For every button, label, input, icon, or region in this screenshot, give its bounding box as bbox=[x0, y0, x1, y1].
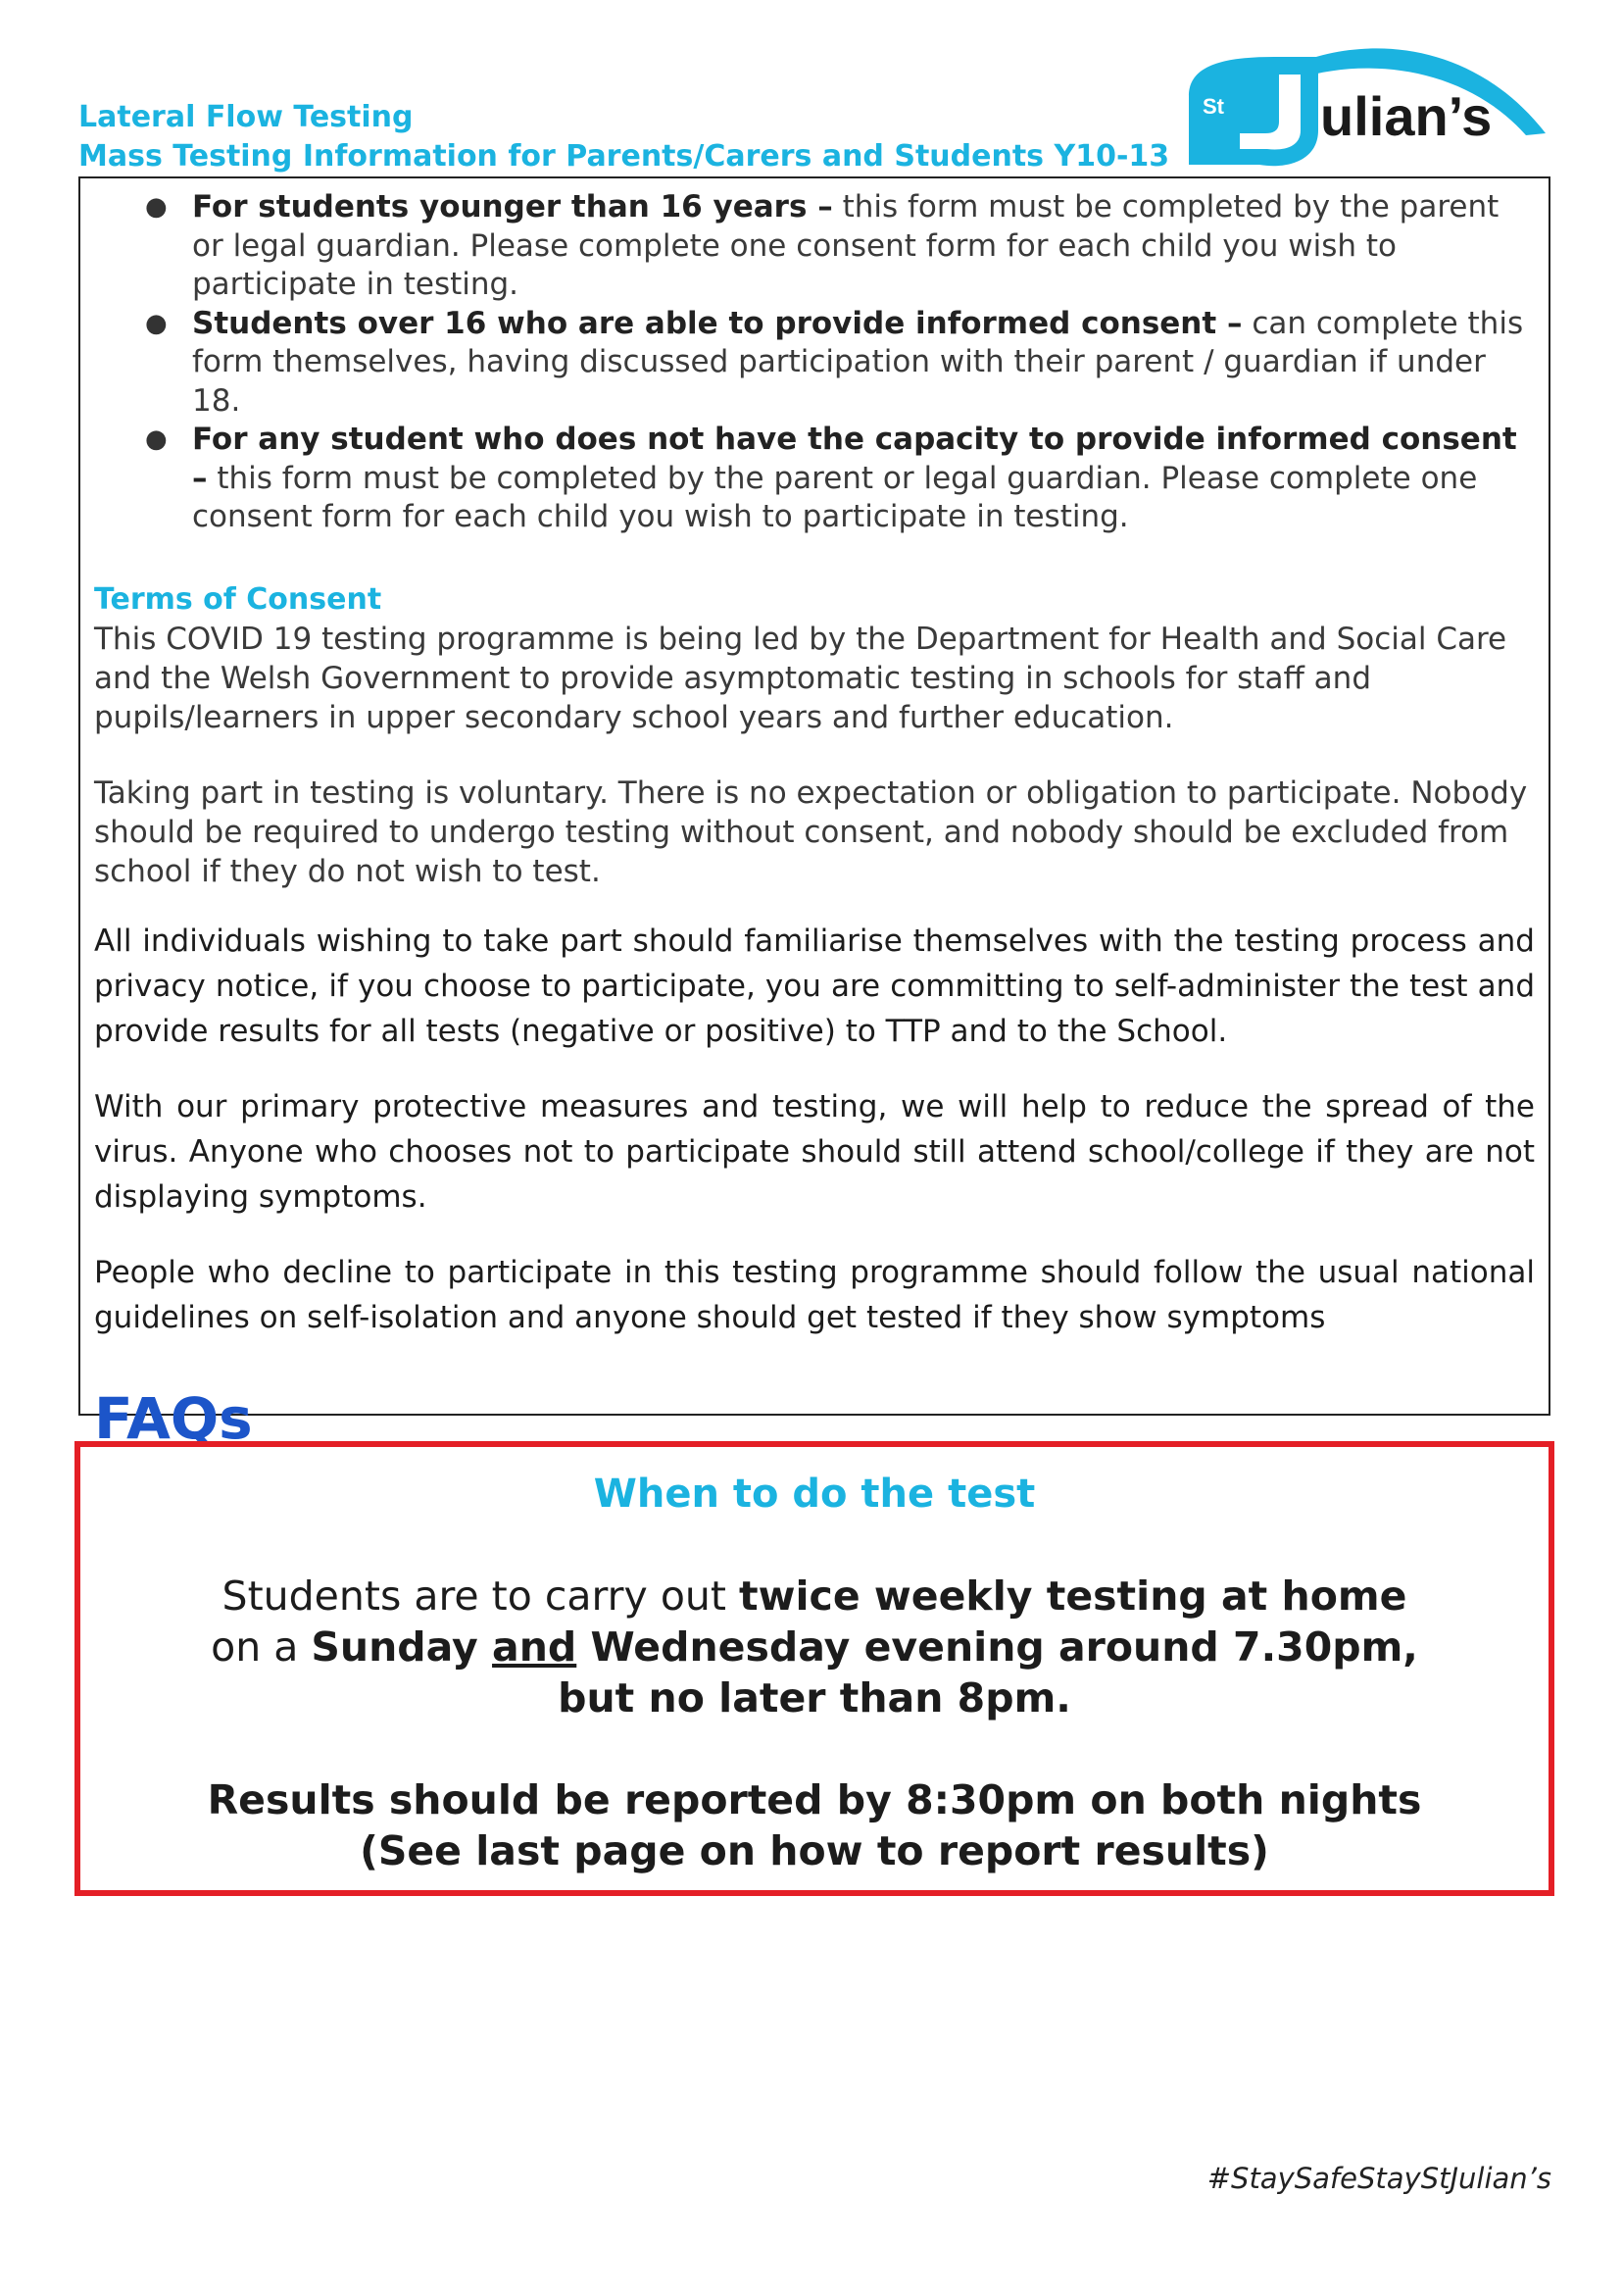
terms-paragraph: This COVID 19 testing programme is being led by the Department for Health and Social Care and the Welsh Government to provide asymptomatic testing in schools for staff and pupils/learners in upper secondary school years and further education. bbox=[94, 621, 1507, 735]
consent-info-box bbox=[78, 176, 1550, 1452]
list-item bbox=[94, 305, 1535, 422]
logo-name-text: ulian’s bbox=[1320, 85, 1493, 147]
list-item bbox=[94, 188, 1535, 305]
results-reporting bbox=[80, 1774, 1549, 1876]
when-to-test-box bbox=[74, 1441, 1554, 1896]
schedule-text: Students are to carry out bbox=[221, 1572, 740, 1620]
footer-hashtag: #StaySafeStayStJulian’s bbox=[1206, 2162, 1551, 2195]
bullet-text: this form must be completed by the parent or legal guardian. Please complete one consent form for each child you wish to participate in testing. bbox=[192, 189, 1500, 302]
terms-paragraph: With our primary protective measures and testing, we will help to reduce the spread of the virus. Anyone who chooses not to participate should still attend school/college if they are not displaying symptoms. bbox=[94, 1088, 1535, 1215]
schedule-line bbox=[80, 1571, 1549, 1622]
terms-heading: Terms of Consent bbox=[94, 581, 382, 617]
bullet-icon: ● bbox=[145, 192, 168, 222]
terms-paragraph: All individuals wishing to take part should familiarise themselves with the testing process and privacy notice, if you choose to participate, you are committing to self-administer the test and provide results for all tests (negative or positive) to TTP and to the School. bbox=[94, 923, 1535, 1049]
bullet-text: can complete this form themselves, having discussed participation with their parent / guardian if under 18. bbox=[192, 305, 1524, 419]
schedule-underlined-text: and bbox=[492, 1623, 577, 1671]
logo-st-text: St bbox=[1203, 94, 1224, 119]
faqs-link[interactable]: FAQs bbox=[94, 1384, 253, 1452]
list-item bbox=[94, 421, 1535, 537]
schedule-bold-text: Wednesday evening around 7.30pm, bbox=[576, 1623, 1418, 1671]
terms-paragraph: Taking part in testing is voluntary. There is no expectation or obligation to participate. Nobody should be required to undergo testing without consent, and nobody should be excluded from school if they do not wish to test. bbox=[94, 774, 1528, 889]
schedule-bold-text: but no later than 8pm. bbox=[558, 1674, 1071, 1722]
when-to-test-heading: When to do the test bbox=[593, 1472, 1036, 1517]
document-title: Lateral Flow Testing bbox=[78, 100, 414, 134]
schedule-line bbox=[80, 1672, 1549, 1723]
schedule-line bbox=[80, 1622, 1549, 1672]
schedule-bold-text: twice weekly testing at home bbox=[739, 1572, 1407, 1620]
bullet-bold-text: For students younger than 16 years – bbox=[192, 189, 833, 225]
bullet-text: this form must be completed by the parent or legal guardian. Please complete one consent form for each child you wish to participate in testing. bbox=[192, 460, 1478, 534]
schedule-bold-text: Sunday bbox=[311, 1623, 493, 1671]
testing-schedule bbox=[80, 1571, 1549, 1723]
bullet-bold-text: Students over 16 who are able to provide informed consent – bbox=[192, 305, 1243, 341]
bullet-icon: ● bbox=[145, 424, 168, 454]
results-line: Results should be reported by 8:30pm on both nights bbox=[207, 1776, 1422, 1823]
header-titles bbox=[78, 98, 1169, 176]
document-subtitle: Mass Testing Information for Parents/Carers and Students Y10-13 bbox=[78, 139, 1170, 174]
terms-paragraph: People who decline to participate in this testing programme should follow the usual national guidelines on self-isolation and anyone should get tested if they show symptoms bbox=[94, 1254, 1535, 1335]
schedule-text: on a bbox=[211, 1623, 312, 1671]
st-julians-logo bbox=[1181, 37, 1553, 175]
results-line: (See last page on how to report results) bbox=[360, 1827, 1269, 1874]
bullet-bold-text: For any student who does not have the capacity to provide informed consent – bbox=[192, 422, 1517, 496]
bullet-icon: ● bbox=[145, 308, 168, 338]
consent-bullet-list bbox=[94, 188, 1535, 537]
